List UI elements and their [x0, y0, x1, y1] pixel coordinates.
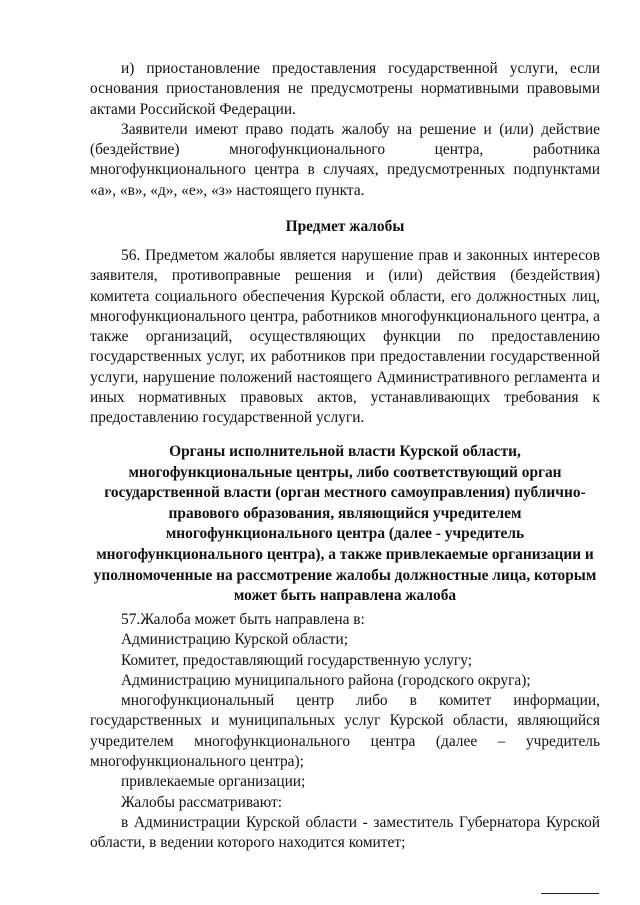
- intro-section: [90, 59, 600, 201]
- bodies-section: [90, 610, 600, 854]
- list-item: Администрацию Курской области;: [121, 631, 349, 649]
- list-item: многофункциональный центр либо в комитет информации, государственных и муниципальных услуг Курской области, являющийся учредителем многофункционального центра (далее – учредитель многофункционального центра);: [90, 692, 600, 771]
- list-item: в Администрации Курской области - заместитель Губернатора Курской области, в ведении которого находится комитет;: [90, 813, 600, 852]
- list-item: Комитет, предоставляющий государственную услугу;: [121, 651, 473, 669]
- subject-section: [90, 246, 600, 429]
- heading-complaint-bodies: Органы исполнительной власти Курской области, многофункциональные центры, либо соответствующий орган государственной власти (орган местного самоуправления) публично-правового образования, являющийся учредителем многофункционального центра (далее - учредитель многофункционального центра), а также привлекаемые организации и уполномоченные на рассмотрение жалобы должностные лица, которым может быть направлена жалоба: [93, 443, 597, 605]
- list-item: Администрацию муниципального района (городского округа);: [121, 671, 531, 689]
- footer-rule: [541, 893, 599, 894]
- list-item: привлекаемые организации;: [121, 773, 306, 791]
- paragraph-applicant-rights: Заявители имеют право подать жалобу на решение и (или) действие (бездействие) многофункционального центра, работника многофункционального центра в случаях, предусмотренных подпунктами «а», «в», «д», «е», «з» настоящего пункта.: [90, 120, 600, 199]
- list-item: Жалобы рассматривают:: [121, 793, 283, 811]
- paragraph-57: 57.Жалоба может быть направлена в:: [121, 611, 365, 628]
- paragraph-suspension-item: и) приостановление предоставления государственной услуги, если основания приостановления не предусмотрены нормативными правовыми актами Российской Федерации.: [90, 60, 600, 118]
- heading-complaint-subject: Предмет жалобы: [285, 218, 405, 235]
- paragraph-56: 56. Предметом жалобы является нарушение прав и законных интересов заявителя, противоправные решения и (или) действия (бездействия) комитета социального обеспечения Курской области, его должностных лиц, многофункционального центра, работников многофункционального центра, а также организаций, осуществляющих функции по предоставлению государственных услуг, их работников при предоставлении государственной услуги, нарушение положений настоящего Административного регламента и иных нормативных правовых актов, устанавливающих требования к предоставлению государственной услуги.: [90, 247, 600, 427]
